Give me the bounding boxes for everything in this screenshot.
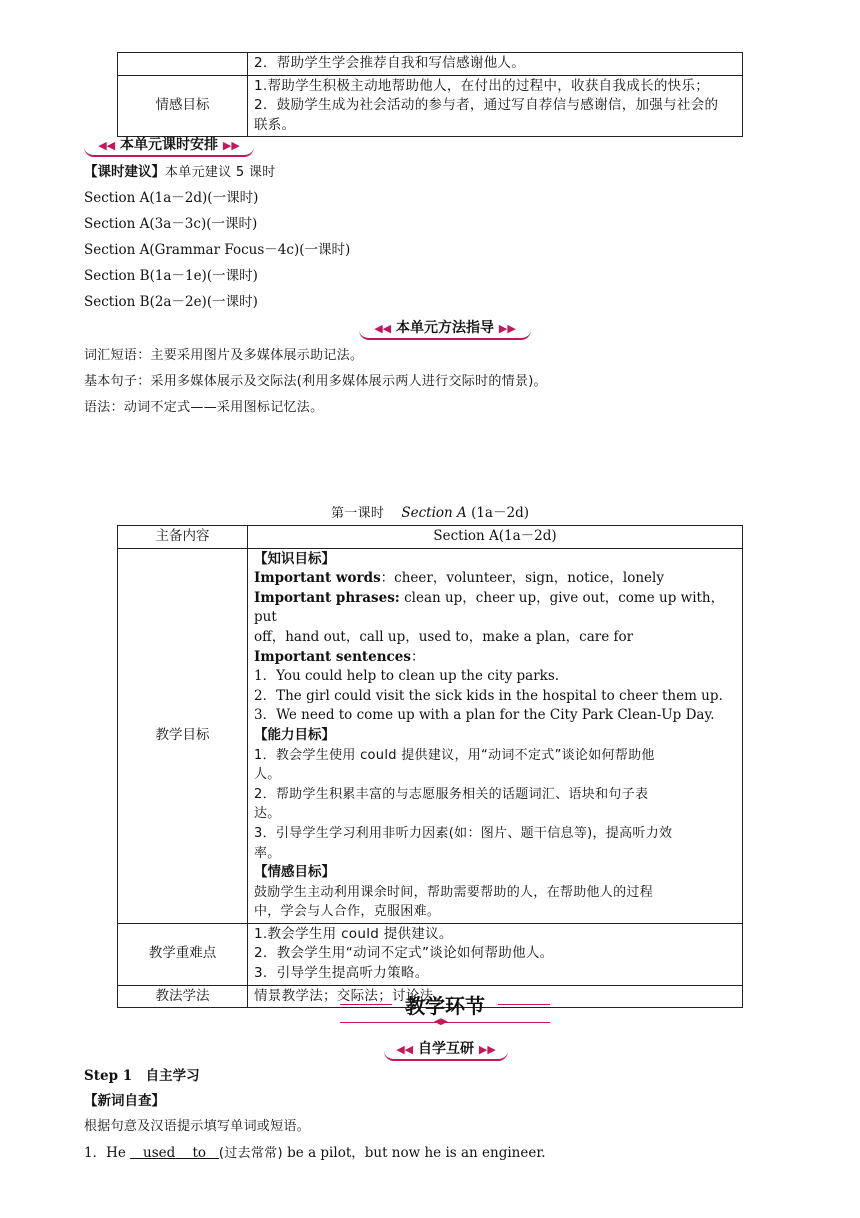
goal-line: 1.帮助学生积极主动地帮助他人，在付出的过程中，收获自我成长的快乐； [254, 77, 710, 94]
table-row [118, 75, 743, 137]
important-sentences-label: Important sentences： [254, 648, 425, 665]
row-label-teaching-goals: 教学目标 [118, 548, 248, 923]
ability-goal-title: 【能力目标】 [254, 726, 335, 743]
key-line: 2．教会学生用“动词不定式”谈论如何帮助他人。 [254, 945, 554, 962]
lesson-item: Section A(3a－3c)(一课时) [84, 216, 258, 232]
section-banner-schedule [84, 134, 254, 156]
double-arrow-left-icon: ◀◀ [98, 139, 116, 152]
sentence-item: 2．The girl could visit the sick kids in the hospital to cheer them up. [254, 687, 723, 704]
emotion-goal-title: 【情感目标】 [254, 864, 335, 881]
section-banner-method [359, 317, 531, 339]
teaching-goals-cell [248, 548, 743, 923]
ability-line: 2．帮助学生积累丰富的与志愿服务相关的话题词汇、语块和句子表 [254, 786, 649, 802]
lesson-item: Section A(1a－2d)(一课时) [84, 190, 259, 206]
banner-title: 本单元课时安排 [120, 137, 218, 153]
double-arrow-right-icon: ▶▶ [478, 1043, 496, 1056]
double-arrow-right-icon: ▶▶ [498, 322, 516, 335]
sentence-item: 3．We need to come up with a plan for the City Park Clean-Up Day. [254, 707, 715, 724]
goal-line: 2．鼓励学生成为社会活动的参与者，通过写自荐信与感谢信，加强与社会的 [254, 97, 719, 114]
question-1: 1．He used to (过去常常) be a pilot，but now he is an engineer. [84, 1145, 546, 1161]
step-title: Step 1 自主学习 [84, 1068, 200, 1084]
ability-line: 1．教会学生使用 could 提供建议，用“动词不定式”谈论如何帮助他 [254, 747, 655, 763]
suggest-text: 本单元建议 5 课时 [165, 165, 276, 180]
method-line: 词汇短语：主要采用图片及多媒体展示助记法。 [84, 348, 364, 363]
top-goals-table [117, 52, 743, 137]
ability-line: 率。 [254, 845, 281, 861]
lesson-plan-table [117, 525, 743, 1008]
sentence-item: 1．You could help to clean up the city parks. [254, 668, 560, 685]
small-arrows-icon: ◀▶ [434, 1017, 448, 1027]
double-arrow-left-icon: ◀◀ [374, 322, 392, 335]
table-cell: 2．帮助学生学会推荐自我和写信感谢他人。 [248, 53, 743, 76]
goal-line: 联系。 [254, 116, 296, 133]
row-label-emotion-goal: 情感目标 [118, 75, 248, 137]
key-line: 1.教会学生用 could 提供建议。 [254, 925, 453, 942]
method-line: 基本句子：采用多媒体展示及交际法(利用多媒体展示两人进行交际时的情景)。 [84, 374, 547, 389]
banner-title: 教学环节 [405, 994, 485, 1018]
table-row [118, 526, 743, 549]
emotion-line: 中，学会与人合作，克服困难。 [254, 904, 441, 920]
table-row [118, 548, 743, 923]
ability-line: 达。 [254, 806, 281, 822]
header-main-content: 主备内容 [118, 526, 248, 549]
vocab-title: 【新词自查】 [84, 1093, 165, 1109]
ability-line: 3．引导学生学习利用非听力因素(如：图片、题干信息等)，提高听力效 [254, 825, 673, 841]
important-words: Important words：cheer，volunteer，sign，notice，lonely [254, 570, 664, 587]
lesson-item: Section B(1a－1e)(一课时) [84, 268, 258, 284]
key-line: 3．引导学生提高听力策略。 [254, 965, 429, 982]
suggest-label: 【课时建议】 [84, 164, 165, 180]
table-cell [248, 75, 743, 137]
double-arrow-right-icon: ▶▶ [222, 139, 240, 152]
lesson-item: Section B(2a－2e)(一课时) [84, 294, 258, 310]
emotion-line: 鼓励学生主动利用课余时间，帮助需要帮助的人，在帮助他人的过程 [254, 884, 654, 900]
important-phrases-cont: off，hand out，call up，used to，make a plan，care for [254, 628, 634, 645]
row-label-key-points: 教学重难点 [118, 923, 248, 985]
lesson-caption: 第一课时 Section A (1a－2d) [331, 505, 529, 521]
table-cell-empty [118, 53, 248, 76]
key-points-cell [248, 923, 743, 985]
header-section: Section A(1a－2d) [248, 526, 743, 549]
table-row [118, 923, 743, 985]
banner-title: 自学互研 [418, 1041, 474, 1057]
important-phrases: Important phrases: clean up，cheer up，give out，come up with，put [254, 589, 725, 626]
double-arrow-left-icon: ◀◀ [396, 1043, 414, 1056]
section-banner-self-study [384, 1038, 508, 1060]
schedule-suggestion [84, 162, 276, 183]
answer-blank: used to [143, 1145, 207, 1161]
lesson-item: Section A(Grammar Focus－4c)(一课时) [84, 242, 351, 258]
ability-line: 人。 [254, 767, 281, 783]
method-line: 语法：动词不定式——采用图标记忆法。 [84, 400, 324, 415]
table-row [118, 53, 743, 76]
row-label-methods: 教法学法 [118, 985, 248, 1008]
banner-title: 本单元方法指导 [396, 320, 494, 336]
methods-cell: 情景教学法；交际法；讨论法。 [248, 985, 743, 1008]
teaching-steps-banner [340, 990, 550, 1030]
knowledge-goal-title: 【知识目标】 [254, 550, 335, 567]
instruction: 根据句意及汉语提示填写单词或短语。 [84, 1119, 311, 1134]
